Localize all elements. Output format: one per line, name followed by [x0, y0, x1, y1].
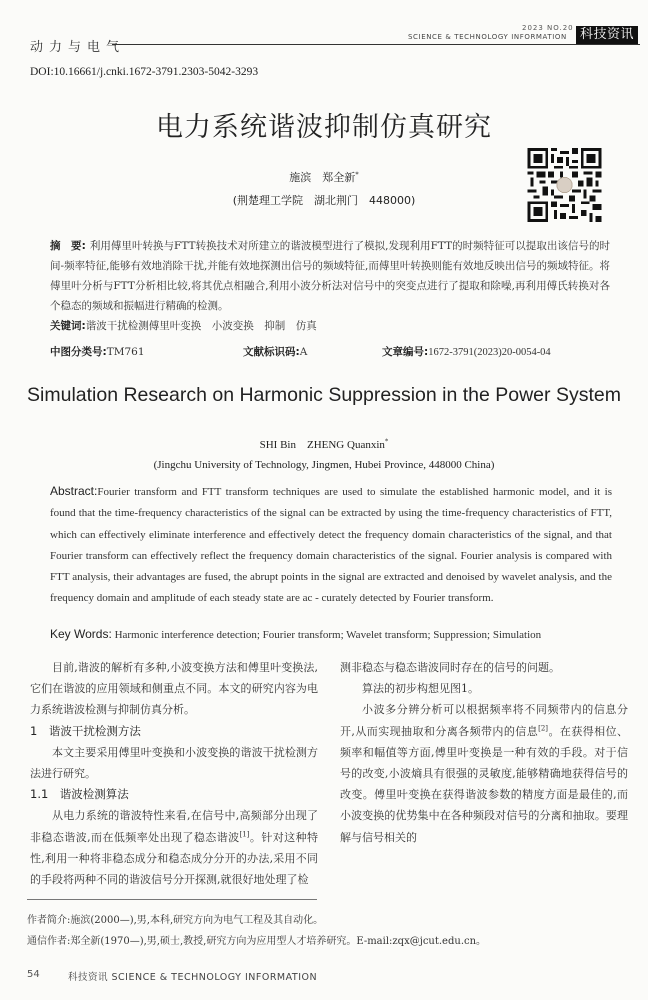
keywords-cn	[50, 318, 317, 333]
footnote-author-bio: 作者简介:施滨(2000—),男,本科,研究方向为电气工程及其自动化。	[27, 915, 324, 926]
abstract-en-label: Abstract:	[50, 484, 98, 498]
article-number	[382, 344, 551, 359]
keywords-en-label: Key Words:	[50, 627, 112, 641]
clc-value: TM761	[106, 346, 145, 358]
article-no-label: 文章编号:	[382, 346, 429, 358]
section-1-1-paragraph	[30, 805, 318, 890]
magazine-name-en: SCIENCE & TECHNOLOGY INFORMATION	[408, 33, 567, 41]
paragraph-text: 小波多分辨分析可以根据频率将不同频带内的信息分开,从而实现抽取和分离各频带内的信息	[340, 703, 628, 738]
issue-number: 2023 NO.20	[522, 24, 574, 32]
section-label: 动力与电气	[30, 40, 126, 55]
qr-code-icon[interactable]	[527, 148, 602, 222]
paper-title-en: Simulation Research on Harmonic Suppression in the Power System	[27, 384, 621, 406]
doc-code-value: A	[299, 346, 308, 358]
corresponding-mark-en: *	[384, 437, 389, 446]
paragraph-text-cont: 。针对这种特性,利用一种将非稳态成分和稳态成分分开的办法,采用不同的手段将两种不同的谐波信号分开探测,就很好地处理了检	[30, 830, 319, 887]
authors-cn-names: 施滨 郑全新	[289, 171, 356, 184]
keywords-en	[50, 627, 541, 641]
clc-label: 中图分类号:	[50, 346, 107, 358]
abstract-en	[50, 481, 612, 610]
keywords-cn-label: 关键词:	[50, 320, 86, 332]
section-1-paragraph: 本文主要采用傅里叶变换和小波变换的谐波干扰检测方法进行研究。	[30, 745, 318, 781]
magazine-logo: 科技资讯	[576, 26, 638, 44]
footnote-corresponding-author: 通信作者:郑全新(1970—),男,硕士,教授,研究方向为应用型人才培养研究。E-mail:zqx@jcut.edu.cn。	[27, 936, 487, 947]
keywords-cn-text: 谐波干扰检测傅里叶变换 小波变换 抑制 仿真	[85, 320, 317, 332]
page-number: 54	[27, 969, 40, 980]
section-1-heading: 1 谐波干扰检测方法	[30, 723, 141, 738]
header-rule	[112, 44, 640, 45]
footnote-rule	[27, 899, 317, 900]
section-1-1-heading: 1.1 谐波检测算法	[30, 787, 129, 802]
doi[interactable]: DOI:10.16661/j.cnki.1672-3791.2303-5042-3293	[30, 66, 259, 78]
abstract-cn-text: 利用傅里叶转换与FTT转换技术对所建立的谐波模型进行了模拟,发现利用FTT的时频特征可以提取出该信号的时间-频率特征,能够有效地消除干扰,并能有效地探测出信号的频域特征,而傅里叶转换则能有效地反映出信号的频域特征。将傅里叶分析与FTT分析相比较,将其优点相融合,利用小波分析法对信号中的突变点进行了提取和除噪,再利用傅氏转换对各个稳态的频域和振幅进行精确的检测。	[50, 240, 611, 312]
wavelet-paragraph	[340, 699, 628, 847]
paragraph-text-cont: 。在获得相位、频率和幅值等方面,傅里叶变换是一种有效的手段。对于信号的改变,小波熵具有很强的灵敏度,能够精确地获得信号的改变。傅里叶变换在获得谐波参数的精度方面是最佳的,而小波变换的优势集中在各种频段对信号的分离和抽取。要理解与信号相关的	[340, 724, 629, 844]
document-code	[243, 344, 307, 359]
intro-paragraph: 目前,谐波的解析有多种,小波变换方法和傅里叶变换法,它们在谐波的应用领域和侧重点不同。本文的研究内容为电力系统谐波检测与抑制仿真分析。	[30, 661, 318, 717]
authors-en-names: SHI Bin ZHENG Quanxin	[259, 439, 385, 451]
paragraph-text: 从电力系统的谐波特性来看,在信号中,高频部分出现了非稳态谐波,而在低频率处出现了稳态谐波	[30, 809, 318, 844]
affiliation-cn: (荆楚理工学院 湖北荆门 448000)	[232, 194, 416, 207]
corresponding-mark: *	[355, 170, 359, 179]
clc-number	[50, 344, 145, 359]
paper-title-cn: 电力系统谐波抑制仿真研究	[156, 112, 492, 143]
abstract-cn-label: 摘 要:	[50, 240, 86, 252]
footer-magazine: 科技资讯 SCIENCE & TECHNOLOGY INFORMATION	[68, 972, 318, 983]
body-column-right	[340, 657, 628, 848]
article-no-value: 1672-3791(2023)20-0054-04	[428, 347, 551, 358]
citation-2[interactable]: [2]	[538, 723, 549, 732]
authors-en	[0, 436, 648, 452]
figure-reference-paragraph: 算法的初步构想见图1。	[362, 682, 479, 696]
keywords-en-text: Harmonic interference detection; Fourier transform; Wavelet transform; Suppression; Simulation	[114, 629, 542, 641]
abstract-cn	[50, 236, 610, 316]
section-1-1-paragraph-continued: 测非稳态与稳态谐波同时存在的信号的问题。	[340, 661, 560, 674]
body-column-left	[30, 657, 318, 890]
affiliation-en: (Jingchu University of Technology, Jingmen, Hubei Province, 448000 China)	[153, 459, 495, 471]
abstract-en-text: Fourier transform and FTT transform techniques are used to simulate the established harmonic model, and it is found that the time-frequency characteristics of the signal can be extracted by using the time-frequency characteristics of FTT, which can effectively eliminate interference and effectively detect the frequency domain characteristics of the signal, and that Fourier transform can effectively reflect the frequency domain characteristics of the signal. Fourier analysis is compared with FTT analysis, their advantages are fused, the abrupt points in the signal are extracted and denoised by wavelet analysis, and the frequency domain and amplitude of each steady state are ac - curately detected by Fourier transform.	[50, 486, 612, 605]
doc-code-label: 文献标识码:	[243, 346, 300, 358]
citation-1[interactable]: [1]	[239, 829, 250, 838]
